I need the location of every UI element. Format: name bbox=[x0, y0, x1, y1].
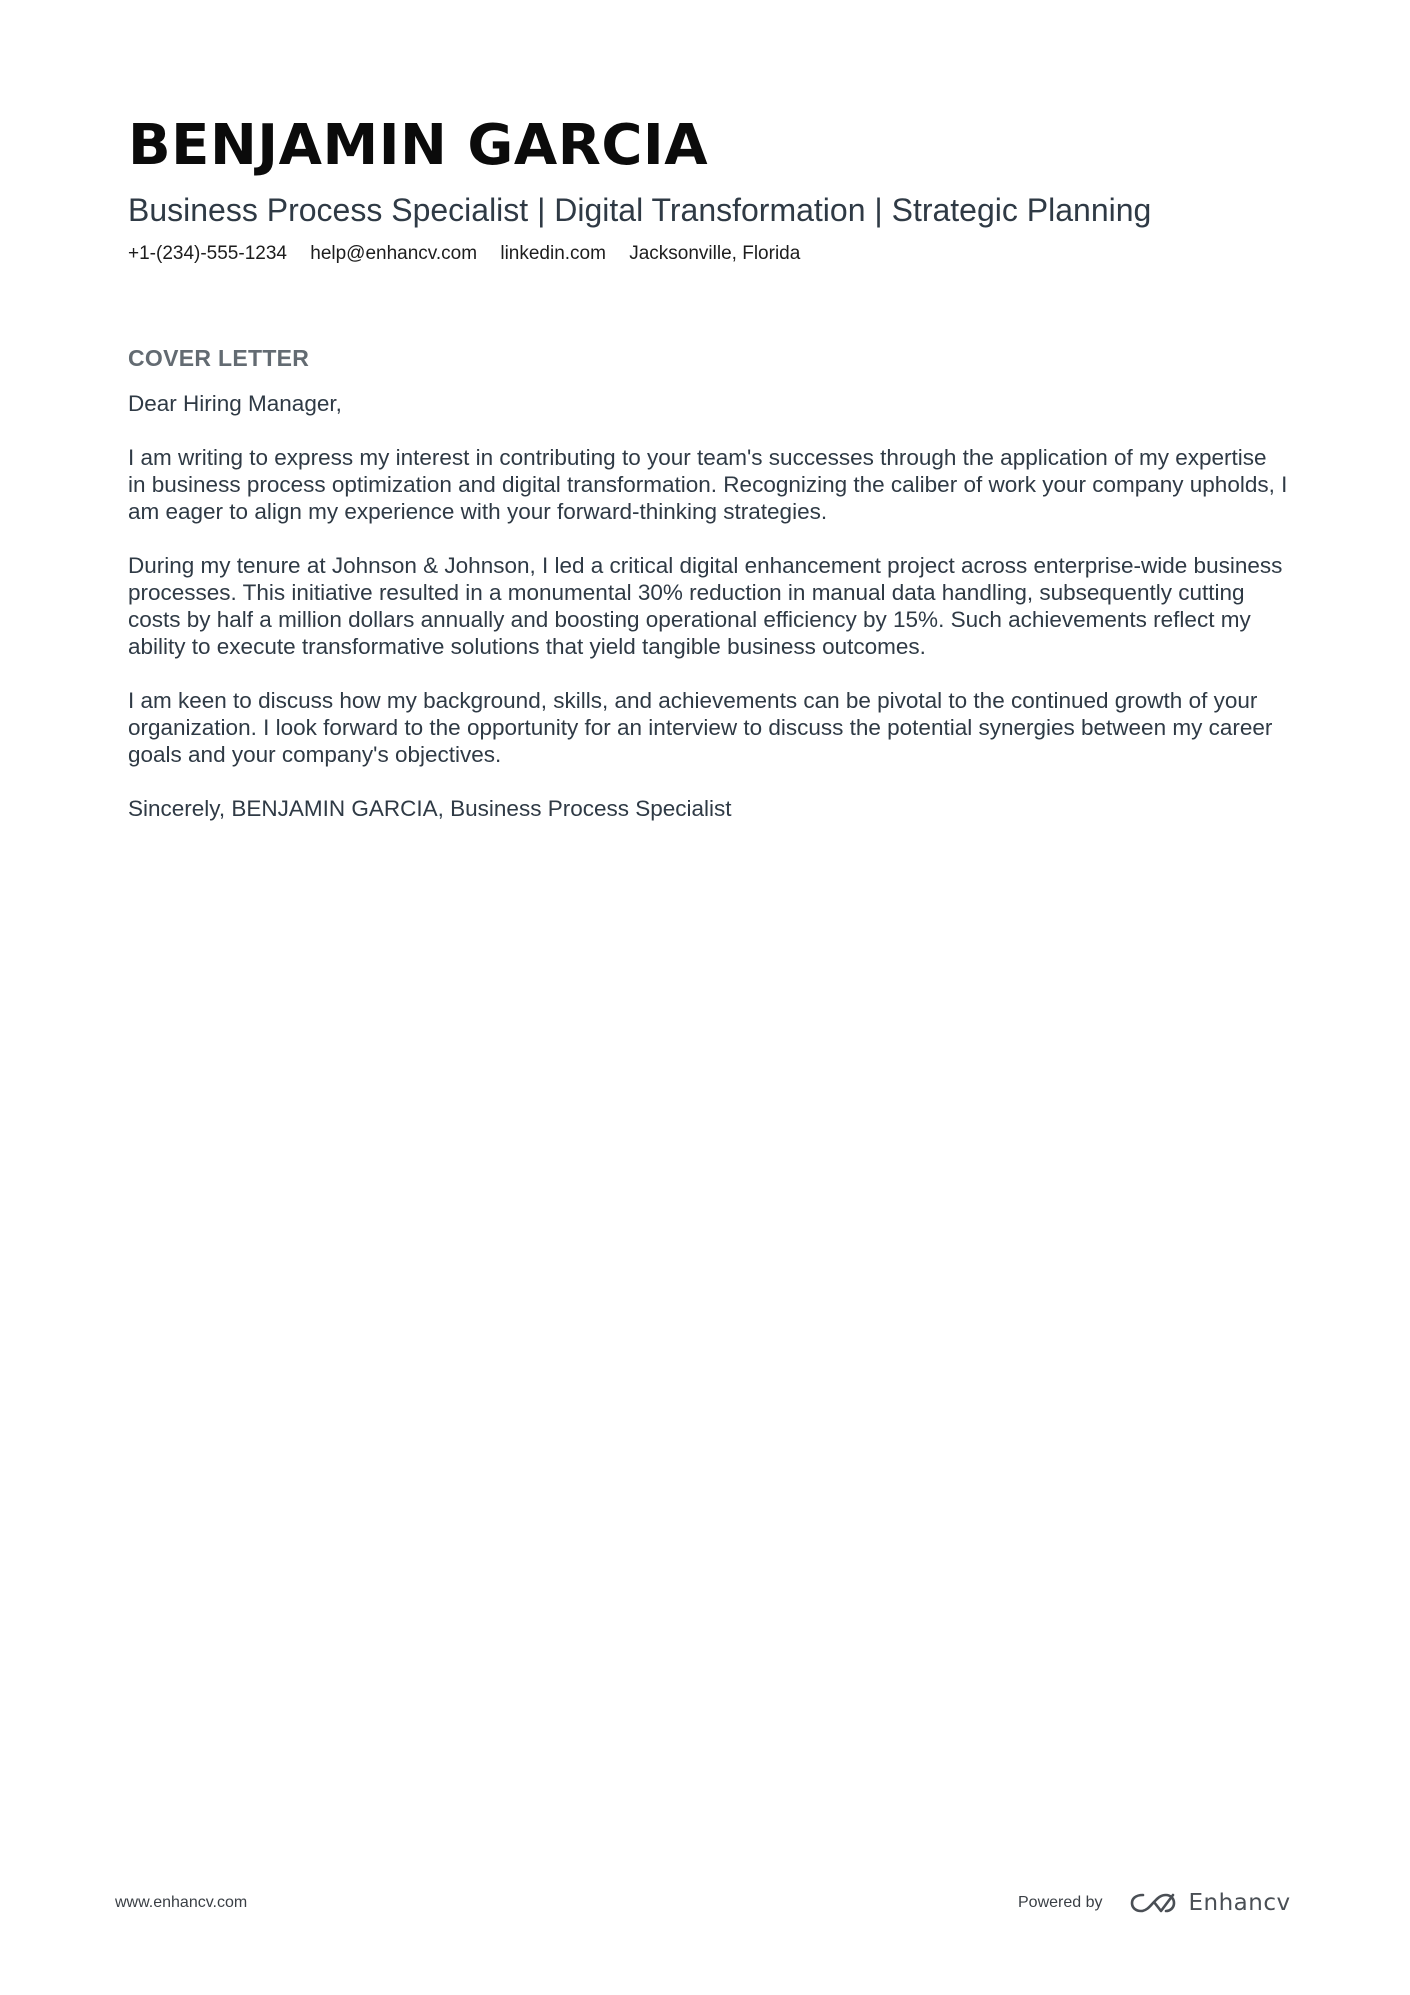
closing: Sincerely, BENJAMIN GARCIA, Business Process Specialist bbox=[128, 796, 732, 821]
candidate-name: BENJAMIN GARCIA bbox=[128, 113, 709, 178]
paragraph-1: I am writing to express my interest in contributing to your team's successes through the application of my expertise in business process optimization and digital transformation. Recognizing the caliber of work your company upholds, I am eager to align my experience with your forward-thinking strategies. bbox=[128, 445, 1288, 524]
letter-body bbox=[128, 344, 1288, 849]
header bbox=[128, 112, 1288, 266]
greeting: Dear Hiring Manager, bbox=[128, 391, 342, 416]
candidate-headline: Business Process Specialist | Digital Transformation | Strategic Planning bbox=[128, 192, 1152, 228]
powered-by-badge[interactable] bbox=[1018, 1886, 1291, 1920]
powered-by-label: Powered by bbox=[1018, 1894, 1103, 1911]
paragraph-3: I am keen to discuss how my background, skills, and achievements can be pivotal to the continued growth of your organization. I look forward to the opportunity for an interview to discuss the potential synergies between my career goals and your company's objectives. bbox=[128, 688, 1273, 767]
section-title: COVER LETTER bbox=[128, 345, 310, 371]
contact-linkedin[interactable]: linkedin.com bbox=[500, 243, 606, 264]
paragraph-2: During my tenure at Johnson & Johnson, I led a critical digital enhancement project across enterprise-wide business processes. This initiative resulted in a monumental 30% reduction in manual data handling, subsequently cutting costs by half a million dollars annually and boosting operational efficiency by 15%. Such achievements reflect my ability to execute transformative solutions that yield tangible business outcomes. bbox=[128, 553, 1283, 659]
contact-info bbox=[128, 242, 1288, 266]
enhancv-brand-name: Enhancv bbox=[1188, 1890, 1291, 1916]
enhancv-logo-icon bbox=[1129, 1890, 1177, 1916]
footer-website-link[interactable]: www.enhancv.com bbox=[115, 1894, 248, 1911]
contact-phone: +1-(234)-555-1234 bbox=[128, 243, 287, 264]
contact-location: Jacksonville, Florida bbox=[629, 243, 801, 264]
contact-email[interactable]: help@enhancv.com bbox=[310, 243, 478, 264]
